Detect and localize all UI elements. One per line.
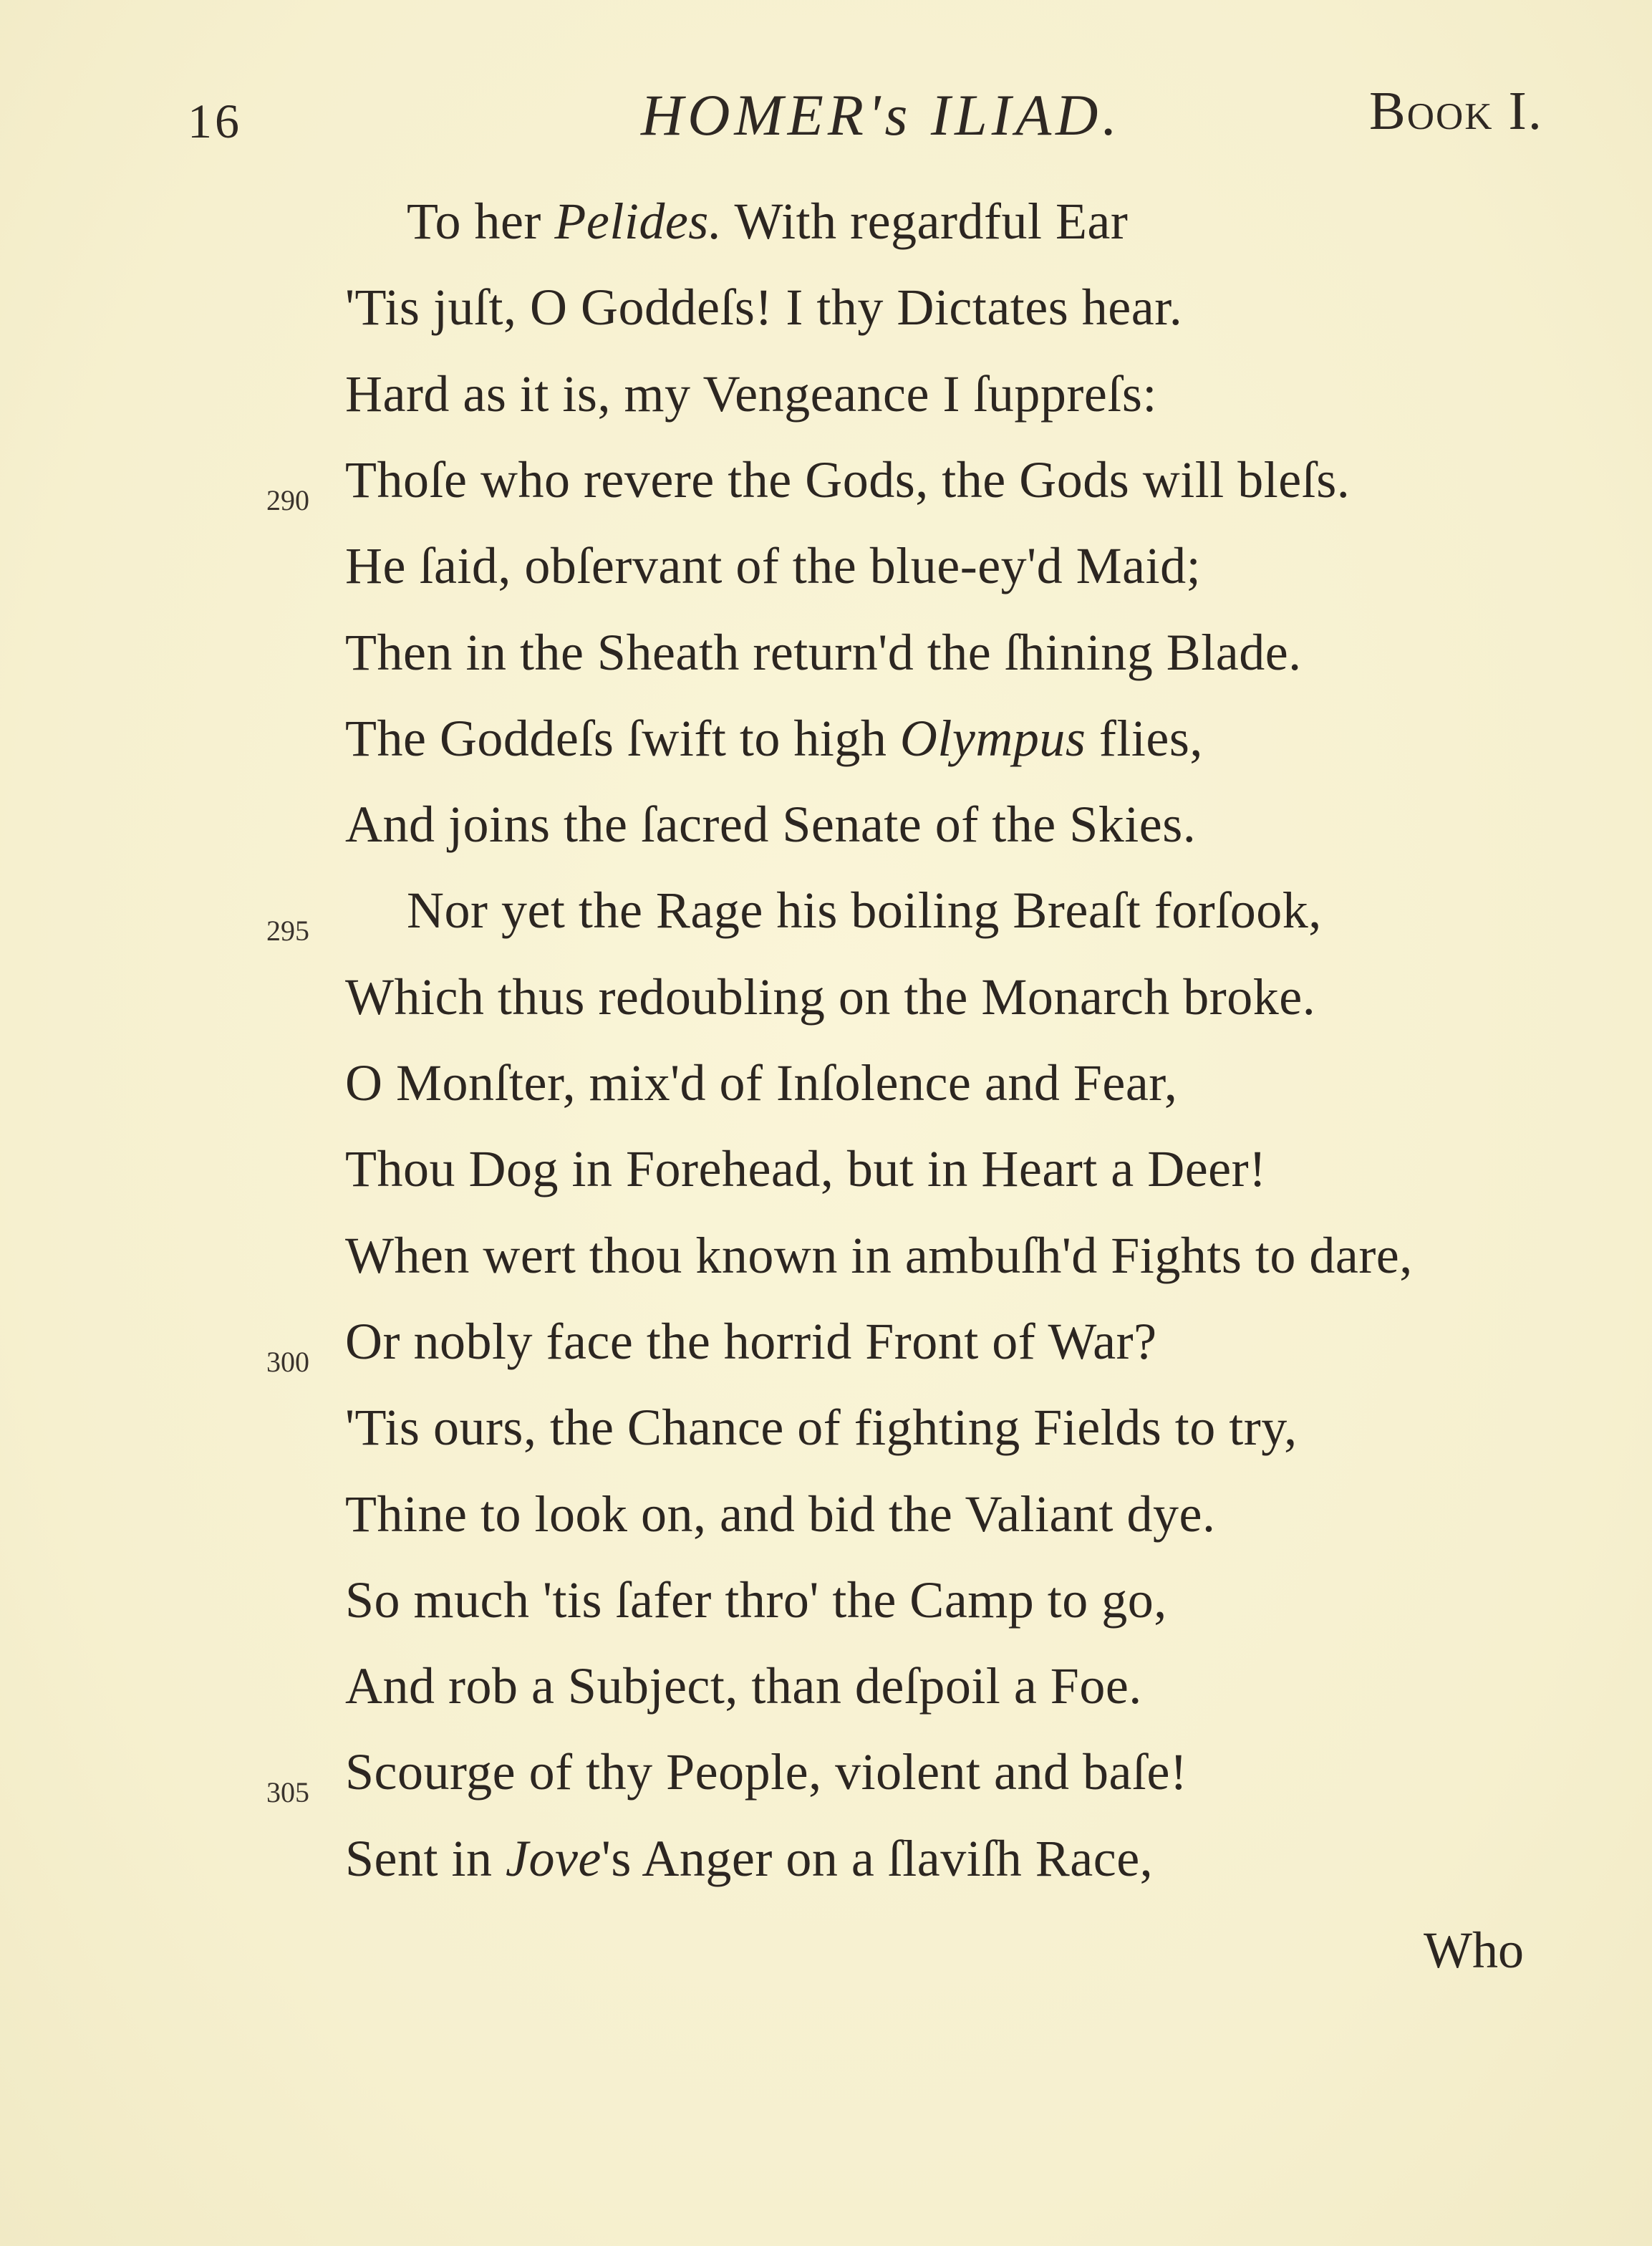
text-run: And rob a Subject, than deſpoil a Foe.	[345, 1657, 1142, 1715]
verse-line-text	[345, 968, 1315, 1027]
text-run: Which thus redoubling on the Monarch broke.	[345, 968, 1316, 1026]
text-run: Or nobly face the horrid Front of War?	[345, 1312, 1157, 1370]
text-run: O Monſter, mix'd of Inſolence and Fear,	[345, 1054, 1178, 1112]
line-number: 295	[266, 915, 309, 948]
text-run: Nor yet the Rage his boiling Breaſt forſook,	[407, 882, 1322, 940]
verse-line	[0, 968, 1652, 1054]
verse-line-text	[345, 1485, 1215, 1544]
verse-line	[0, 795, 1652, 881]
text-run: Thine to look on, and bid the Valiant dye.	[345, 1485, 1216, 1543]
verse-line	[0, 365, 1652, 450]
verse-line	[0, 623, 1652, 709]
verse-line	[0, 709, 1652, 795]
verse-line	[0, 1829, 1652, 1915]
verse-line	[0, 881, 1652, 967]
page-number: 16	[188, 94, 242, 148]
verse-line-text	[345, 1054, 1177, 1113]
verse-line	[0, 1657, 1652, 1743]
verse-line	[0, 1743, 1652, 1828]
verse-line	[0, 536, 1652, 622]
verse-line	[0, 278, 1652, 364]
verse-line-text	[345, 1743, 1187, 1802]
text-run: And joins the ſacred Senate of the Skies.	[345, 796, 1197, 854]
verse-line	[0, 1054, 1652, 1139]
verse-line-text	[345, 1657, 1142, 1716]
verse-line-text	[345, 365, 1157, 424]
italic-text: Pelides.	[554, 193, 723, 250]
verse-line-text	[345, 623, 1302, 683]
line-number: 305	[266, 1776, 309, 1809]
text-run: Hard as it is, my Vengeance I ſuppreſs:	[345, 365, 1157, 423]
verse-line-text	[345, 709, 1203, 768]
text-run: Thou Dog in Forehead, but in Heart a Deer!	[345, 1140, 1267, 1198]
verse-line	[0, 1312, 1652, 1398]
book-label: Book I.	[1369, 81, 1543, 141]
verse-line-text	[345, 1312, 1157, 1372]
verse-line-text	[407, 192, 1128, 251]
text-run: So much 'tis ſafer thro' the Camp to go,	[345, 1571, 1167, 1629]
verse-line-text	[345, 450, 1350, 510]
text-run: Then in the Sheath return'd the ſhining Blade.	[345, 623, 1302, 681]
text-run: 's Anger on a ſlaviſh Race,	[601, 1829, 1154, 1887]
text-run: He ſaid, obſervant of the blue-ey'd Maid;	[345, 537, 1202, 595]
text-run: Sent in	[345, 1829, 506, 1887]
text-run: Thoſe who revere the Gods, the Gods will bleſs.	[345, 450, 1351, 509]
text-run: Scourge of thy People, violent and baſe!	[345, 1743, 1188, 1801]
verse-line	[0, 1571, 1652, 1657]
verse-line-text	[345, 278, 1182, 337]
verse-line-text	[345, 795, 1196, 854]
verse-line	[0, 1226, 1652, 1312]
verse-line	[0, 1485, 1652, 1571]
verse-line	[0, 192, 1652, 278]
line-number: 290	[266, 483, 309, 516]
text-run: flies,	[1086, 709, 1203, 767]
verse-line	[0, 450, 1652, 536]
text-run: The Goddeſs ſwift to high	[345, 709, 900, 767]
catchword: Who	[1424, 1922, 1524, 1979]
verse-line-text	[345, 1226, 1413, 1286]
text-run: With regardful Ear	[722, 193, 1129, 250]
verse-line	[0, 1139, 1652, 1225]
verse-line-text	[345, 1398, 1298, 1457]
italic-text: Olympus	[899, 709, 1086, 767]
verse-line-text	[345, 536, 1201, 596]
verse-line-text	[345, 1139, 1267, 1199]
verse-line-text	[345, 1829, 1153, 1889]
running-title: HOMER's ILIAD.	[641, 82, 1121, 148]
verse-line-text	[407, 881, 1322, 940]
verse-line-text	[345, 1571, 1167, 1630]
text-run: 'Tis ours, the Chance of fighting Fields to try,	[345, 1399, 1298, 1457]
text-run: 'Tis juſt, O Goddeſs! I thy Dictates hear.	[345, 279, 1183, 337]
text-run: When wert thou known in ambuſh'd Fights to dare,	[345, 1226, 1413, 1284]
italic-text: Jove	[506, 1829, 602, 1887]
verse-line	[0, 1398, 1652, 1484]
line-number: 300	[266, 1345, 309, 1378]
running-header	[0, 72, 1652, 150]
text-run: To her	[407, 193, 555, 250]
